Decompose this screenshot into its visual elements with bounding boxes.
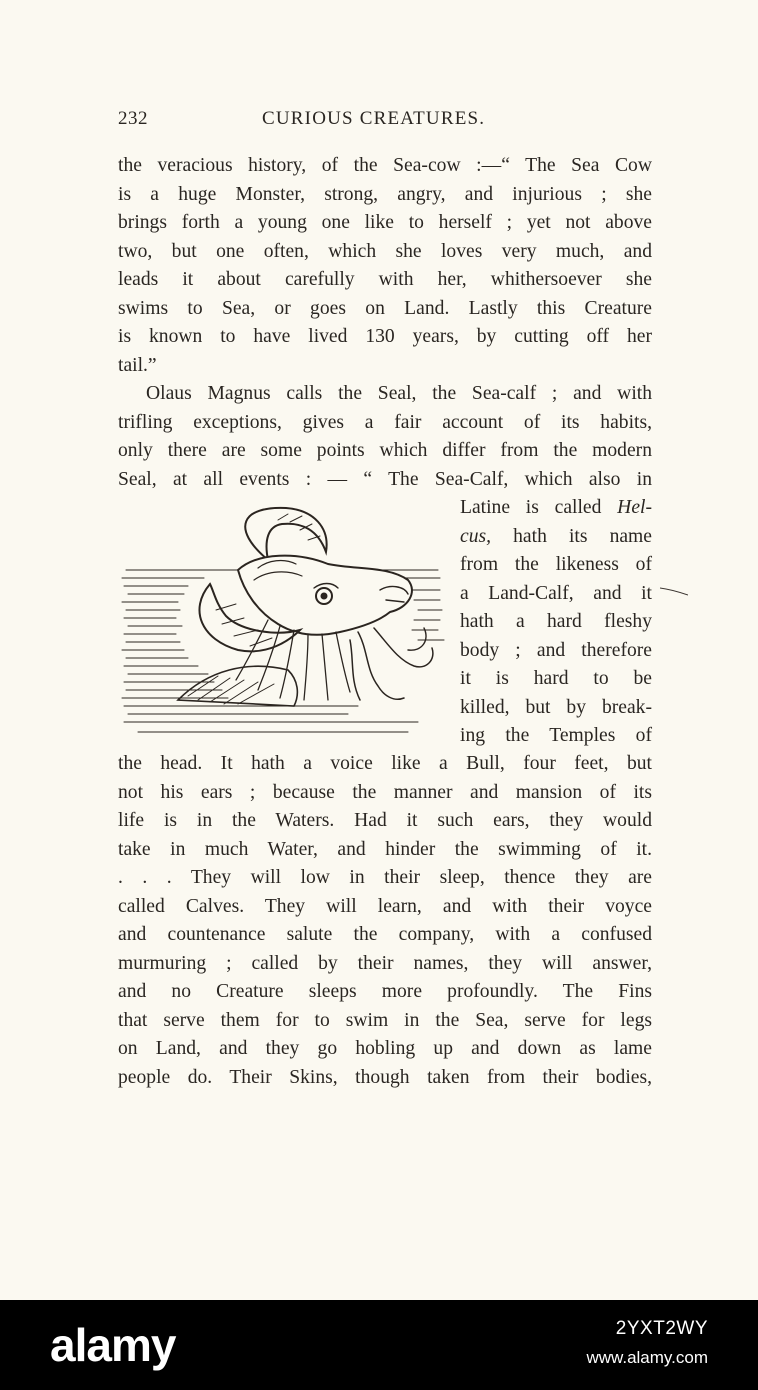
text-line: is a huge Monster, strong, angry, and injurious ; she [118, 183, 652, 205]
text-line: the head. It hath a voice like a Bull, four feet, but [118, 753, 652, 774]
paragraph-sea-calf [118, 380, 652, 494]
text-line: . . . They will low in their sleep, thence they are [118, 867, 652, 888]
text-line: it is hard to be [460, 668, 652, 689]
paragraph-sea-calf-continued [118, 750, 652, 1092]
watermark-image-id: 2YXT2WY [615, 1318, 708, 1339]
text-line: not his ears ; because the manner and mansion of its [118, 781, 652, 803]
text-line: Seal, at all events : — “ The Sea-Calf, which also in [118, 468, 652, 490]
text-line: called Calves. They will learn, and with their voyce [118, 895, 652, 917]
text-line: only there are some points which differ from the modern [118, 440, 652, 461]
text-line: on Land, and they go hobling up and down as lame [118, 1038, 652, 1059]
text-beside-illustration [460, 494, 652, 751]
text-line: brings forth a young one like to herself ; yet not above [118, 212, 652, 233]
text-line: trifling exceptions, gives a fair account of its habits, [118, 411, 652, 433]
page-number: 232 [118, 108, 148, 129]
text-line: a Land-Calf, and it [460, 582, 652, 604]
sea-calf-woodcut-illustration [118, 500, 448, 740]
stray-ink-mark [660, 586, 688, 596]
text-line: swims to Sea, or goes on Land. Lastly this Creature [118, 297, 652, 319]
text-line: that serve them for to swim in the Sea, serve for legs [118, 1009, 652, 1031]
text-line: take in much Water, and hinder the swimming of it. [118, 838, 652, 860]
text-line: cus, hath its name [460, 525, 652, 547]
text-line: is known to have lived 130 years, by cutting off her [118, 326, 652, 347]
text-line: and countenance salute the company, with a confused [118, 924, 652, 945]
text-line: murmuring ; called by their names, they will answer, [118, 952, 652, 974]
watermark-brand: alamy [50, 1319, 176, 1371]
text-line: Olaus Magnus calls the Seal, the Sea-calf ; and with [146, 383, 652, 404]
text-line: and no Creature sleeps more profoundly. The Fins [118, 981, 652, 1002]
text-line: two, but one often, which she loves very much, and [118, 240, 652, 262]
text-line: life is in the Waters. Had it such ears, they would [118, 810, 652, 831]
text-line: tail.” [118, 354, 157, 376]
text-line: body ; and therefore [460, 639, 652, 661]
running-head [118, 108, 652, 134]
running-title: CURIOUS CREATURES. [262, 108, 486, 129]
text-line: ing the Temples of [460, 725, 652, 746]
text-line: leads it about carefully with her, whithersoever she [118, 269, 652, 290]
watermark-site: www.alamy.com [586, 1348, 708, 1367]
text-line: people do. Their Skins, though taken from their bodies, [118, 1066, 652, 1088]
text-line: from the likeness of [460, 554, 652, 575]
text-line: the veracious history, of the Sea-cow :—“ The Sea Cow [118, 155, 652, 176]
text-line: hath a hard fleshy [460, 611, 652, 632]
text-line: killed, but by break- [460, 696, 652, 718]
text-line: Latine is called Hel- [460, 497, 652, 518]
paragraph-sea-cow [118, 152, 652, 380]
